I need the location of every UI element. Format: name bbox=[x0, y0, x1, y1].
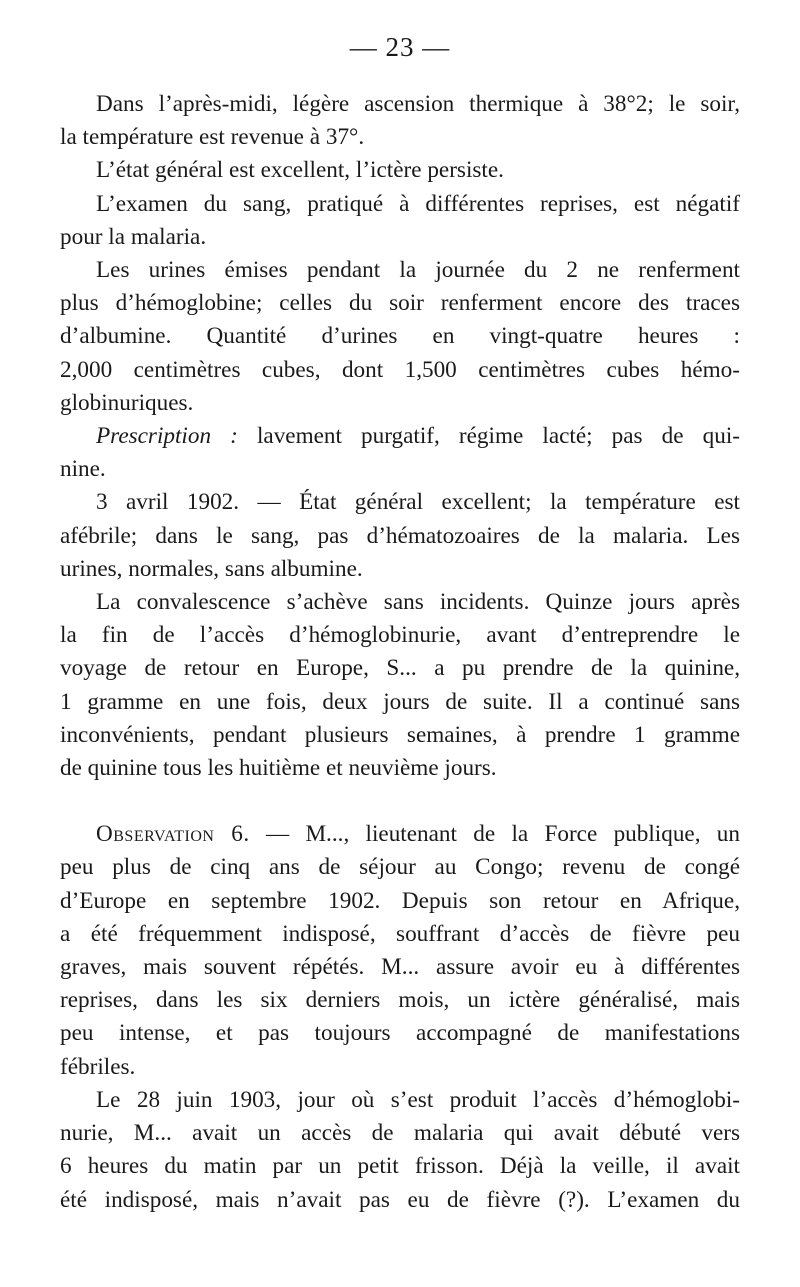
text-line: urines, normales, sans albumine. bbox=[60, 555, 363, 582]
text-line: La convalescence s’achève sans incidents. Quinze jours après bbox=[96, 589, 740, 616]
page-number: — 23 — bbox=[349, 32, 451, 62]
text-line: Dans l’après-midi, légère ascension thermique à 38°2; le soir, bbox=[96, 91, 740, 117]
observation-heading-line bbox=[60, 818, 740, 851]
text-line: la température est revenue à 37°. bbox=[60, 124, 365, 151]
text-line: plus d’hémoglobine; celles du soir renferment encore des traces bbox=[60, 290, 740, 317]
text-line: d’Europe en septembre 1902. Depuis son retour en Afrique, bbox=[60, 887, 740, 914]
text-line: d’albumine. Quantité d’urines en vingt-quatre heures : bbox=[60, 323, 740, 350]
text-line: 3 avril 1902. — État général excellent; la température est bbox=[96, 489, 740, 516]
text-line: la fin de l’accès d’hémoglobinurie, avant d’entreprendre le bbox=[60, 622, 740, 649]
text-line: afébrile; dans le sang, pas d’hématozoaires de la malaria. Les bbox=[60, 522, 740, 549]
text-line: inconvénients, pendant plusieurs semaines, à prendre 1 gramme bbox=[60, 721, 740, 748]
prescription-label: Prescription : bbox=[96, 423, 238, 450]
prescription-line bbox=[60, 420, 740, 453]
text-line: été indisposé, mais n’avait pas eu de fièvre (?). L’examen du bbox=[60, 1186, 740, 1213]
text-line: fébriles. bbox=[60, 1053, 136, 1080]
text-line: L’examen du sang, pratiqué à différentes reprises, est négatif bbox=[96, 190, 740, 217]
text-line: 2,000 centimètres cubes, dont 1,500 centimètres cubes hémo- bbox=[60, 356, 740, 383]
text-line: de quinine tous les huitième et neuvième jours. bbox=[60, 755, 497, 782]
text-line: Le 28 juin 1903, jour où s’est produit l’accès d’hémoglobi- bbox=[96, 1086, 740, 1113]
text-line: L’état général est excellent, l’ictère persiste. bbox=[96, 157, 504, 184]
text-line: nine. bbox=[60, 456, 106, 483]
section-gap bbox=[60, 785, 740, 818]
text-line: a été fréquemment indisposé, souffrant d’accès de fièvre peu bbox=[60, 920, 740, 947]
text-fragment: — M..., lieutenant de la Force publique, un bbox=[265, 821, 740, 848]
text-line: globinuriques. bbox=[60, 389, 194, 416]
text-line: 6 heures du matin par un petit frisson. Déjà la veille, il avait bbox=[60, 1153, 740, 1180]
text-line: graves, mais souvent répétés. M... assure avoir eu à différentes bbox=[60, 954, 740, 981]
text-line: peu intense, et pas toujours accompagné de manifestations bbox=[60, 1020, 740, 1047]
text-fragment: lavement purgatif, régime lacté; pas de qui- bbox=[256, 423, 740, 450]
text-line: voyage de retour en Europe, S... a pu prendre de la quinine, bbox=[60, 655, 740, 682]
text-line: nurie, M... avait un accès de malaria qui avait débuté vers bbox=[60, 1120, 740, 1147]
page-body bbox=[60, 88, 740, 1217]
text-line: Les urines émises pendant la journée du 2 ne renferment bbox=[96, 257, 740, 284]
observation-label: Observation 6. bbox=[96, 821, 250, 848]
text-line: pour la malaria. bbox=[60, 223, 207, 250]
text-line: reprises, dans les six derniers mois, un ictère généralisé, mais bbox=[60, 987, 740, 1014]
text-line: peu plus de cinq ans de séjour au Congo; revenu de congé bbox=[60, 854, 740, 881]
text-line: 1 gramme en une fois, deux jours de suite. Il a continué sans bbox=[60, 688, 740, 715]
